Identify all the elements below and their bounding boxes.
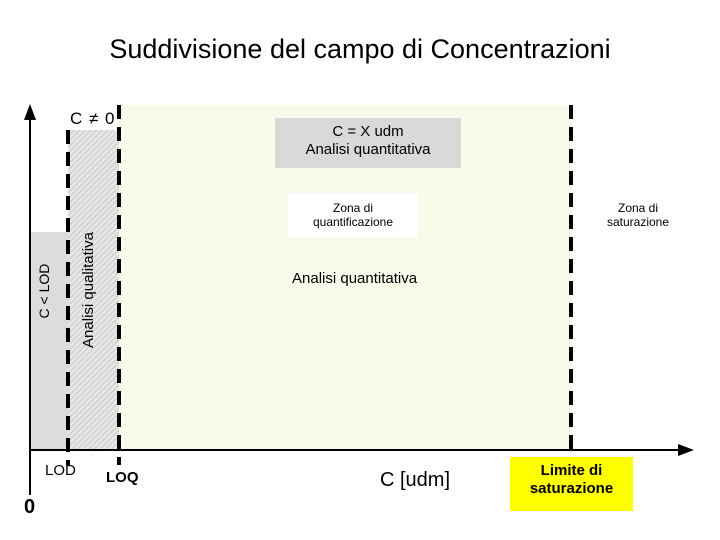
c-not-zero-label: C ≠ 0 xyxy=(70,109,116,128)
quant-analysis-box-text xyxy=(275,123,461,159)
page-title: Suddivisione del campo di Concentrazioni xyxy=(109,34,611,64)
c-udm-label: C [udm] xyxy=(380,469,451,491)
loq-label: LOQ xyxy=(106,469,139,486)
c-less-lod-label: C < LOD xyxy=(36,263,52,319)
x-axis-arrow xyxy=(678,444,694,456)
qual-analysis-label: Analisi qualitativa xyxy=(80,232,97,348)
limit-sat-label: Limite di saturazione xyxy=(529,462,614,497)
y-axis-arrow xyxy=(24,104,36,120)
quant-analysis-top-label: Analisi quantitativa xyxy=(305,141,431,158)
c-equals-label: C = X udm xyxy=(332,123,404,140)
quant-analysis-mid-label: Analisi quantitativa xyxy=(292,270,418,287)
zone-quant-label: Zona di quantificazione xyxy=(312,201,394,230)
zone-sat-label: Zona di saturazione xyxy=(606,201,670,230)
origin-zero-label: 0 xyxy=(24,496,36,518)
lod-label: LOD xyxy=(45,462,76,479)
